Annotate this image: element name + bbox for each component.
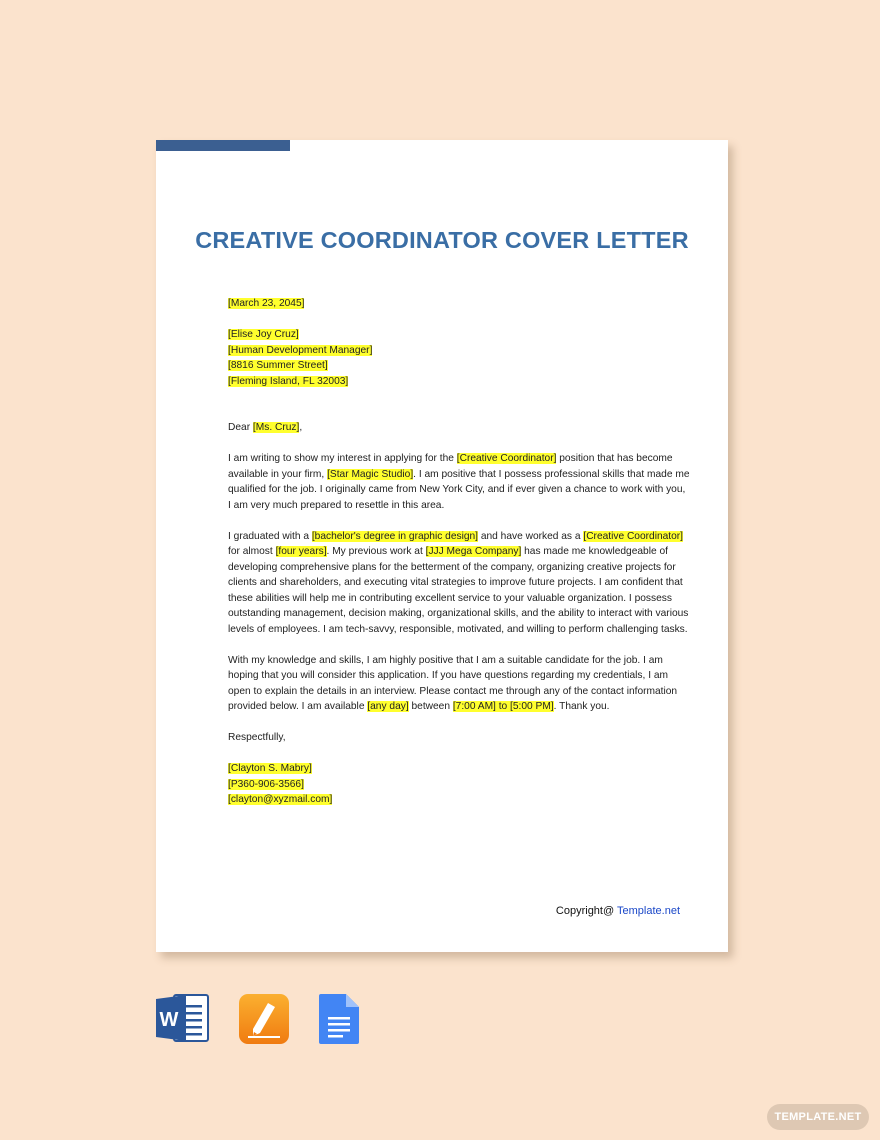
document-title: CREATIVE COORDINATOR COVER LETTER	[195, 227, 689, 253]
paragraph-experience: I graduated with a [bachelor's degree in graphic design] and have worked as a [Creative Coordinator] for almost [four years]. My previous work at [JJJ Mega Company] has made me knowledgeable of developing comprehensive plans for the betterment of the company, organizing creative projects for clients and shareholders, and executing vital strategies to improve future projects. I am confident that these abilities will help me in contributing excellent service to your valuable organization. I possess outstanding management, decision making, organizational skills, and the ability to interact with various levels of employees. I am tech-savvy, responsible, motivated, and willing to perform challenging tasks.	[228, 530, 689, 635]
sender-name: [Clayton S. Mabry]	[228, 763, 312, 774]
closing: Respectfully,	[228, 732, 286, 743]
recipient-street: [8816 Summer Street]	[228, 360, 328, 371]
paragraph-availability: With my knowledge and skills, I am highly positive that I am a suitable candidate for the job. I am hoping that you will consider this application. If you have questions regarding my credentials, I am open to explain the details in an interview. Please contact me through any of the contact information provided below. I am available [any day] between [7:00 AM] to [5:00 PM]. Thank you.	[228, 654, 678, 712]
letter-body	[228, 296, 690, 808]
copyright-notice: Copyright@ Template.net	[555, 905, 680, 917]
recipient-city: [Fleming Island, FL 32003]	[228, 375, 349, 387]
document-page	[156, 140, 728, 952]
date-field: [March 23, 2045]	[228, 298, 305, 309]
paragraph-interest: I am writing to show my interest in applying for the [Creative Coordinator] position that has become available in your firm, [Star Magic Studio]. I am positive that I possess professional skills that made me qualified for the job. I originally came from New York City, and if ever given a chance to work with you, I am very much prepared to resettle in this area.	[228, 453, 690, 511]
word-letter: W	[159, 1009, 179, 1031]
recipient-name: [Elise Joy Cruz]	[228, 329, 299, 340]
microsoft-word-icon[interactable]	[156, 993, 210, 1048]
copyright-link[interactable]: Template.net	[617, 905, 680, 917]
accent-bar	[156, 140, 290, 151]
salutation: Dear [Ms. Cruz],	[228, 422, 303, 433]
sender-email: [clayton@xyzmail.com]	[228, 794, 333, 805]
letter-date	[228, 296, 690, 312]
sender-phone: [P360-906-3566]	[228, 778, 304, 790]
recipient-position: [Human Development Manager]	[228, 344, 373, 356]
apple-pages-icon[interactable]	[238, 993, 290, 1050]
template-net-watermark: TEMPLATE.NET	[767, 1104, 869, 1130]
google-docs-icon[interactable]	[318, 993, 360, 1050]
